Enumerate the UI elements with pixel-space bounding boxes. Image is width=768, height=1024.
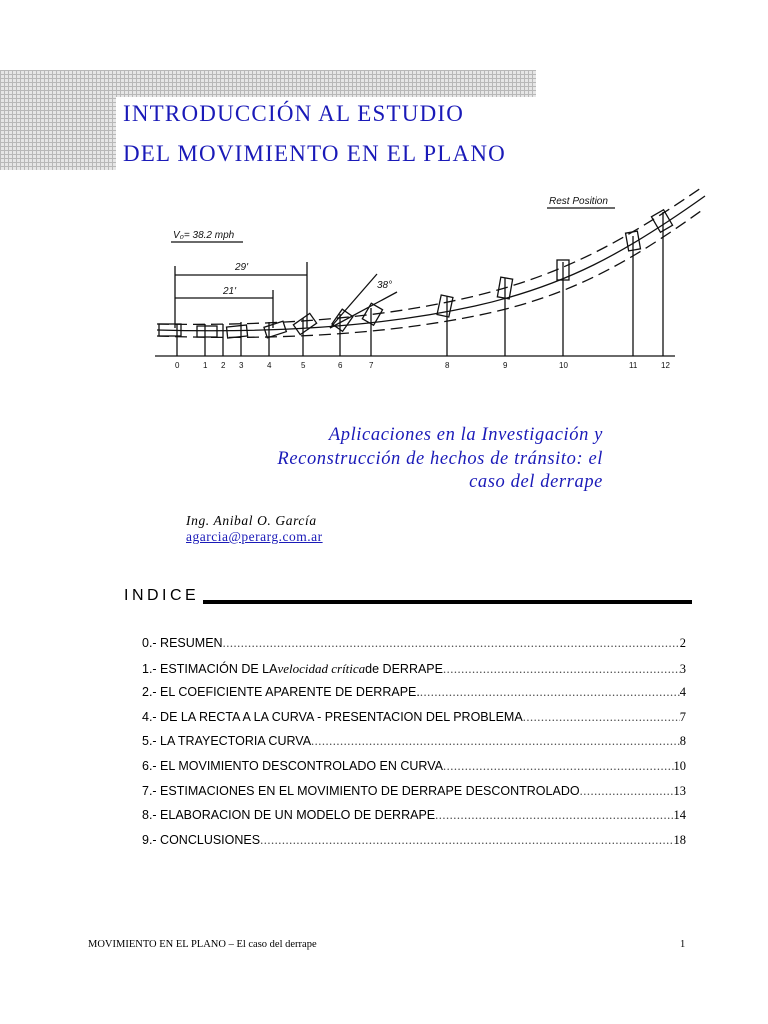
tick-label: 1 (203, 361, 208, 370)
subtitle-line-2: Reconstrucción de hechos de tránsito: el (277, 449, 603, 469)
angle-label: 38° (377, 280, 393, 291)
tick-label: 12 (661, 361, 670, 370)
toc-entry[interactable] (142, 833, 686, 858)
tick-label: 7 (369, 361, 374, 370)
toc-leader-dots (443, 759, 674, 774)
toc-page-number: 13 (673, 783, 686, 798)
toc-entry-title: 1.- ESTIMACIÓN DE LA (142, 661, 278, 676)
toc-entry[interactable] (142, 685, 686, 710)
toc-entry-title: 6.- EL MOVIMIENTO DESCONTROLADO EN CURVA (142, 758, 443, 773)
author-email-link[interactable]: agarcia@perarg.com.ar (186, 529, 323, 544)
trajectory-path-outer (157, 188, 701, 324)
subtitle-line-3: caso del derrape (469, 472, 603, 492)
toc-leader-dots (443, 662, 680, 677)
tick-label: 3 (239, 361, 244, 370)
author-name: Ing. Anibal O. García (186, 513, 317, 528)
toc-entry[interactable] (142, 734, 686, 759)
toc-leader-dots (223, 636, 680, 651)
document-title-line-2: DEL MOVIMIENTO EN EL PLANO (123, 141, 506, 166)
tick-label: 5 (301, 361, 306, 370)
toc-entry-title: 5.- LA TRAYECTORIA CURVA (142, 734, 312, 749)
tick-label: 0 (175, 361, 180, 370)
footer-title: MOVIMIENTO EN EL PLANO – El caso del derrape (88, 939, 317, 950)
index-heading: INDICE (124, 587, 200, 604)
toc-entry-title: 8.- ELABORACION DE UN MODELO DE DERRAPE (142, 808, 436, 823)
toc-page-number: 2 (679, 636, 686, 650)
toc-leader-dots (580, 784, 674, 799)
tick-label: 11 (629, 361, 638, 370)
velocity-label: V₀= 38.2 mph (173, 230, 235, 241)
toc-entry-title: 2.- EL COEFICIENTE APARENTE DE DERRAPE. (142, 685, 420, 700)
toc-entry[interactable] (142, 759, 686, 784)
toc-page-number: 4 (679, 685, 686, 700)
toc-leader-dots (260, 833, 673, 848)
toc-entry-title-suffix: de DERRAPE (365, 661, 443, 676)
toc-entry-title: 9.- CONCLUSIONES (142, 832, 261, 847)
toc-entry[interactable] (142, 784, 686, 809)
toc-leader-dots (311, 734, 680, 749)
table-of-contents (142, 636, 686, 857)
toc-entry-emphasis: velocidad crítica (277, 660, 366, 676)
subtitle-line-1: Aplicaciones en la Investigación y (328, 425, 603, 445)
toc-leader-dots (435, 808, 673, 823)
toc-entry[interactable] (142, 661, 686, 686)
toc-page-number: 10 (673, 758, 686, 773)
dimension-21-label: 21' (223, 286, 237, 297)
toc-page-number: 18 (673, 832, 686, 847)
tick-label: 6 (338, 361, 343, 370)
toc-page-number: 14 (673, 808, 686, 823)
footer-page-number: 1 (680, 939, 686, 950)
toc-entry-title: 7.- ESTIMACIONES EN EL MOVIMIENTO DE DERRAPE DESCONTROLADO (142, 783, 580, 798)
toc-page-number: 7 (679, 709, 686, 724)
tick-label: 2 (221, 361, 226, 370)
dimension-29-label: 29' (235, 262, 249, 273)
toc-leader-dots (420, 685, 680, 700)
toc-leader-dots (523, 710, 680, 725)
rest-position-label: Rest Position (549, 196, 608, 207)
toc-page-number: 3 (679, 661, 686, 676)
tick-label: 9 (503, 361, 508, 370)
skid-trajectory-figure (145, 178, 711, 414)
toc-entry-title: 0.- RESUMEN (142, 636, 223, 650)
toc-entry[interactable] (142, 636, 686, 661)
toc-entry[interactable] (142, 808, 686, 833)
toc-entry-title: 4.- DE LA RECTA A LA CURVA - PRESENTACION DEL PROBLEMA (142, 709, 523, 724)
tick-label: 4 (267, 361, 272, 370)
tick-label: 8 (445, 361, 450, 370)
toc-page-number: 8 (679, 734, 686, 749)
document-title-line-1: INTRODUCCIÓN AL ESTUDIO (123, 101, 465, 126)
index-heading-rule (203, 600, 692, 604)
toc-entry[interactable] (142, 710, 686, 735)
tick-label: 10 (559, 361, 568, 370)
